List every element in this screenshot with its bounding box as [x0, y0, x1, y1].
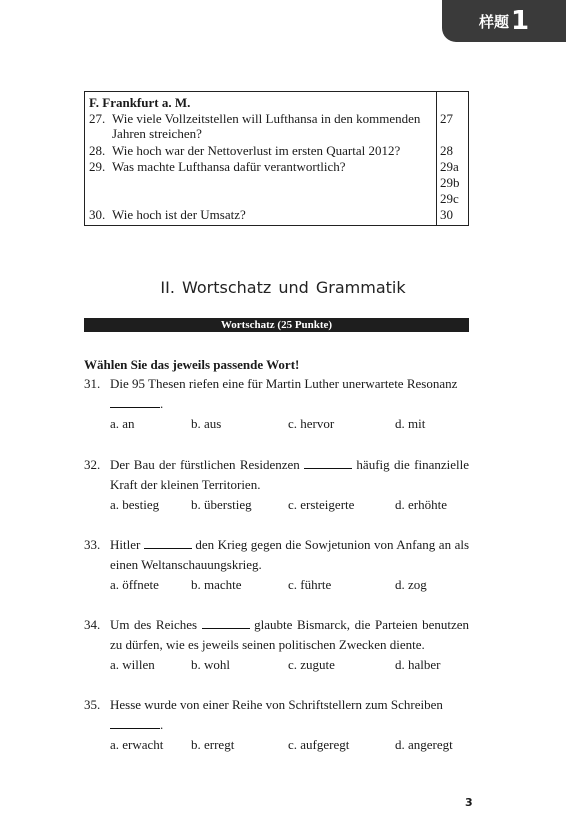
question-number: 29. — [89, 159, 106, 174]
answer-blank — [304, 456, 352, 469]
question-text — [112, 111, 434, 141]
answer-blank — [202, 616, 250, 629]
exercise-text-after: glaubte Bismarck, die Parteien benutzen zu dürfen, wie es jeweils seinen politischen Zwecken diente. — [110, 617, 470, 652]
exercise-text — [110, 535, 469, 575]
answer-ref: 28 — [440, 143, 453, 158]
exercise-number: 32. — [84, 457, 101, 472]
exercise-32 — [84, 455, 469, 515]
option-d[interactable]: d. erhöhte — [395, 497, 447, 512]
exercise-number: 33. — [84, 537, 101, 552]
option-d[interactable]: d. angeregt — [395, 737, 453, 752]
exercise-text-after: . — [160, 717, 164, 732]
exercise-number: 35. — [84, 697, 101, 712]
exercise-text-before: Hesse wurde von einer Reihe von Schriftstellern zum Schreiben — [110, 697, 443, 712]
option-c[interactable]: c. hervor — [288, 416, 335, 431]
table-divider — [436, 92, 437, 225]
option-c[interactable]: c. zugute — [288, 657, 335, 672]
answer-options — [84, 575, 469, 595]
exercise-text-after: . — [160, 396, 164, 411]
answer-options — [84, 495, 469, 515]
exercise-text — [110, 695, 469, 735]
question-table — [84, 91, 469, 226]
answer-options — [84, 414, 469, 434]
answer-blank — [110, 395, 160, 408]
question-text-line2: Jahren streichen? — [112, 126, 202, 141]
exercise-34 — [84, 615, 469, 675]
question-number: 30. — [89, 207, 106, 222]
question-text: Wie hoch war der Nettoverlust im ersten Quartal 2012? — [112, 143, 401, 158]
page-number: 3 — [465, 796, 473, 809]
question-text: Wie hoch ist der Umsatz? — [112, 207, 246, 222]
exercise-text — [110, 615, 469, 655]
option-a[interactable]: a. erwacht — [110, 737, 164, 752]
option-a[interactable]: a. willen — [110, 657, 155, 672]
option-c[interactable]: c. ersteigerte — [288, 497, 355, 512]
exercise-text — [110, 374, 469, 414]
question-number: 27. — [89, 111, 106, 126]
answer-options — [84, 735, 469, 755]
exercise-text-before: Hitler — [110, 537, 141, 552]
table-heading: F. Frankfurt a. M. — [89, 95, 191, 110]
option-d[interactable]: d. mit — [395, 416, 426, 431]
sample-tab-number: 1 — [510, 6, 530, 36]
answer-ref: 29a — [440, 159, 459, 174]
exercise-text-before: Um des Reiches — [110, 617, 198, 632]
answer-ref: 29b — [440, 175, 460, 190]
answer-ref: 29c — [440, 191, 459, 206]
option-a[interactable]: a. an — [110, 416, 135, 431]
option-b[interactable]: b. erregt — [191, 737, 235, 752]
exercise-number: 34. — [84, 617, 101, 632]
sample-tab — [442, 0, 566, 42]
option-b[interactable]: b. aus — [191, 416, 222, 431]
answer-blank — [110, 716, 160, 729]
exercise-text-before: Der Bau der fürstlichen Residenzen — [110, 457, 300, 472]
question-text-line1: Wie viele Vollzeitstellen will Lufthansa in den kommenden — [112, 111, 421, 126]
answer-ref: 30 — [440, 207, 453, 222]
exercise-text — [110, 455, 469, 495]
option-c[interactable]: c. führte — [288, 577, 332, 592]
section-title: II. Wortschatz und Grammatik — [160, 278, 406, 297]
section-bar: Wortschatz (25 Punkte) — [84, 318, 469, 332]
option-d[interactable]: d. zog — [395, 577, 427, 592]
exercise-text-before: Die 95 Thesen riefen eine für Martin Luther unerwartete Resonanz — [110, 376, 458, 391]
answer-ref: 27 — [440, 111, 453, 126]
option-b[interactable]: b. überstieg — [191, 497, 252, 512]
option-a[interactable]: a. bestieg — [110, 497, 160, 512]
sample-tab-label: 样题 — [478, 12, 509, 31]
question-text: Was machte Lufthansa dafür verantwortlich? — [112, 159, 346, 174]
question-number: 28. — [89, 143, 106, 158]
option-b[interactable]: b. wohl — [191, 657, 230, 672]
option-a[interactable]: a. öffnete — [110, 577, 159, 592]
exercise-text-after: den Krieg gegen die Sowjetunion von Anfang an als einen Weltanschauungskrieg. — [110, 537, 470, 572]
exercise-35 — [84, 695, 469, 755]
answer-blank — [144, 536, 192, 549]
exercise-text-after: häufig die finanzielle Kraft der kleinen Territorien. — [110, 457, 469, 492]
exercise-number: 31. — [84, 376, 101, 391]
answer-options — [84, 655, 469, 675]
exercise-31 — [84, 374, 469, 434]
option-c[interactable]: c. aufgeregt — [288, 737, 350, 752]
exercise-33 — [84, 535, 469, 595]
option-d[interactable]: d. halber — [395, 657, 441, 672]
option-b[interactable]: b. machte — [191, 577, 242, 592]
instruction: Wählen Sie das jeweils passende Wort! — [84, 357, 300, 372]
